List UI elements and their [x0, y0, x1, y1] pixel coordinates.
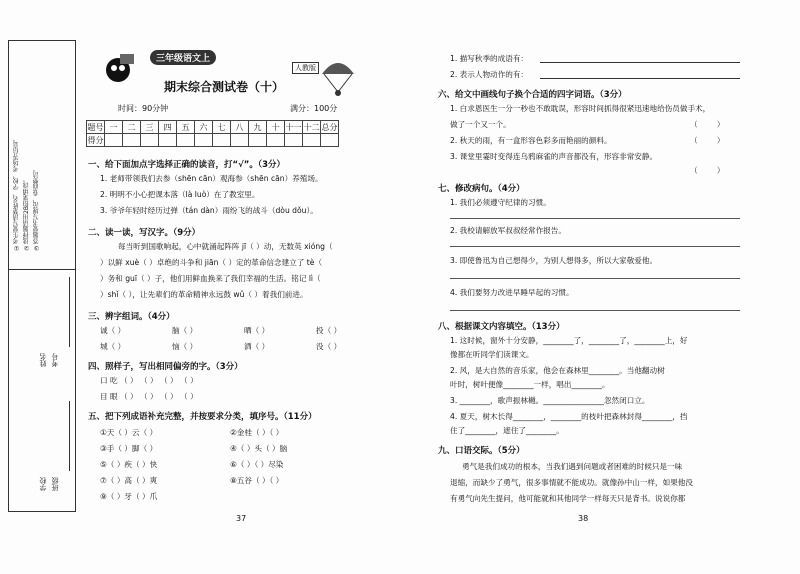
score-input[interactable] [141, 134, 159, 147]
r1-answer-line[interactable] [540, 62, 740, 63]
q5-item: ⑤（ ）疾（ ）快 [100, 460, 158, 469]
q8-item: 4. 夏天，树木长得________，________的枝叶把森林封得________，挡 [450, 412, 688, 421]
sidebar-note-3: ③答题要书写规范，卷面整洁。 [33, 166, 40, 251]
q4-row: 目 眼 （ ） （ ） （ ） （ ） [100, 392, 198, 401]
score-input[interactable] [321, 134, 339, 147]
q3-cell: 诚（ ） [100, 326, 126, 335]
q3-title: 三、辨字组词。（4分） [88, 312, 175, 322]
score-cell: 题号 [87, 122, 104, 132]
q3-cell: 投（ ） [316, 326, 342, 335]
q8-item: 住了________，遮住了________。 [450, 426, 564, 435]
score-cell: 五 [177, 121, 195, 134]
q8-item: 1. 这时候，窗外十分安静，________了，________了，________上，好 [450, 336, 688, 345]
school-field [41, 401, 70, 471]
parachute-icon [320, 58, 356, 102]
score-input[interactable] [105, 134, 123, 147]
q3-cell: 恼（ ） [172, 342, 198, 351]
q5-item: ⑦（ ）高（ ）爽 [100, 476, 158, 485]
sidebar-divider [9, 269, 75, 270]
exam-no-label: 考号 [51, 353, 59, 367]
score-input[interactable] [213, 134, 231, 147]
q6-item: 3. 课堂里霎时变得连乌鸦麻雀的声音都没有，形容非常安静。 [450, 152, 658, 161]
q5-item: ②金桂（ ）（ ） [230, 428, 284, 437]
q4-row: 口 吃 （ ） （ ） （ ） （ ） [100, 376, 198, 385]
score-value-row [87, 134, 339, 147]
score-cell: 十 [267, 121, 285, 134]
score-cell: 总分 [321, 122, 338, 132]
q7-answer-line[interactable] [450, 218, 740, 219]
q6-answer[interactable]: （ ） [690, 120, 725, 129]
page-title: 期末综合测试卷（十） [164, 80, 285, 94]
score-cell: 二 [123, 121, 141, 134]
school-label: 学校 [39, 477, 47, 491]
q9-title: 九、口语交际。（5分） [438, 446, 525, 456]
q7-item: 2. 我校请解放军叔叔经常作报告。 [450, 226, 566, 235]
q2-title: 二、读一读，写汉字。（9分） [88, 228, 201, 238]
q7-answer-line[interactable] [450, 278, 740, 279]
q6-answer[interactable]: （ ） [690, 136, 725, 145]
name-field [41, 277, 70, 347]
q5-item: ⑧五谷（ ）（ ） [230, 476, 284, 485]
q8-item: 2. 风，是大自然的音乐家，他会在森林里________。当他翻动树 [450, 366, 665, 375]
q6-title: 六、给文中画线句子换个合适的四字词语。（3分） [438, 90, 627, 100]
score-input[interactable] [123, 134, 141, 147]
score-cell: 十一 [285, 122, 302, 132]
page-number-left: 37 [236, 514, 247, 523]
score-input[interactable] [249, 134, 267, 147]
q3-cell: 洒（ ） [244, 342, 270, 351]
score-cell: 四 [159, 121, 177, 134]
q3-cell: 晒（ ） [244, 326, 270, 335]
r1-label: 1. 描写秋季的成语有： [450, 54, 529, 63]
score-cell: 九 [249, 121, 267, 134]
score-cell: 得分 [87, 135, 104, 145]
score-input[interactable] [177, 134, 195, 147]
sidebar-binding [8, 40, 76, 512]
q2-line: ）shǐ（ ），让先辈们的革命精神永远鼓 wǔ（ ）着我们前进。 [100, 290, 308, 299]
q5-item: ⑥（ ）（ ）尽染 [230, 460, 284, 469]
score-input[interactable] [195, 134, 213, 147]
score-header-row [87, 121, 339, 134]
score-cell: 一 [105, 121, 123, 134]
score-input[interactable] [231, 134, 249, 147]
page-number-right: 38 [578, 514, 589, 523]
q2-line: ）以鲜 xuè（ ）卓绝的斗争和 jiān（ ）定的革命信念建立了 tè（ [100, 258, 323, 267]
grade-badge: 三年级语文上 [150, 50, 216, 65]
q6-item: 2. 秋天的雨，有一盒形容色彩多而艳丽的颜料。 [450, 136, 612, 145]
q6-item: 1. 白求恩医生一分一秒也不敢耽误，形容时间抓得很紧迅速地给伤员做手术， [450, 104, 711, 113]
score-cell: 七 [213, 121, 231, 134]
q5-item: ③手（ ）脚（ ） [100, 444, 158, 453]
q5-item: ⑨（ ）牙（ ）爪 [100, 492, 158, 501]
q9-text: 退缩，而缺少了勇气，很多事情就不能成功。就像孙中山一样，如果他没 [450, 478, 693, 487]
score-input[interactable] [159, 134, 177, 147]
class-label: 班级 [51, 477, 59, 491]
edition-badge: 人教版 [292, 62, 319, 74]
mascot-icon [100, 50, 136, 90]
score-cell: 八 [231, 121, 249, 134]
score-cell: 十二 [303, 122, 320, 132]
q5-title: 五、把下列成语补充完整，并按要求分类，填序号。（11分） [88, 412, 317, 422]
q1-item: 1. 老师带领我们去参（shēn cān）观海参（shēn cān）养殖场。 [100, 174, 323, 183]
q7-answer-line[interactable] [450, 246, 740, 247]
q7-item: 4. 我们要努力改进早睡早起的习惯。 [450, 288, 574, 297]
q7-item: 1. 我们必须遵守纪律的习惯。 [450, 198, 551, 207]
q1-item: 2. 明明不小心把课本落（là luò）在了教室里。 [100, 190, 260, 199]
q9-text: 有勇气向先生提问，他可能就和其他同学一样每天只是背书。说说你都 [450, 494, 686, 503]
score-cell: 六 [195, 121, 213, 134]
q3-cell: 城（ ） [100, 342, 126, 351]
q5-item: ④（ ）头（ ）脑 [230, 444, 288, 453]
q7-title: 七、修改病句。（4分） [438, 184, 525, 194]
q5-item: ①天（ ）云（ ） [100, 428, 158, 437]
score-input[interactable] [303, 134, 321, 147]
q8-item: 叶时，树叶便像________一样，唱出________。 [450, 380, 610, 389]
q4-title: 四、照样子，写出相同偏旁的字。（3分） [88, 362, 243, 372]
q3-cell: 脑（ ） [172, 326, 198, 335]
r2-label: 2. 表示人物动作的有： [450, 70, 529, 79]
sidebar-note-2: ②选择题请用2B铅笔填涂。 [23, 176, 30, 251]
q7-answer-line[interactable] [450, 310, 740, 311]
q8-item: 像都在听同学们读课文。 [450, 350, 534, 359]
q8-title: 八、根据课文内容填空。（13分） [438, 322, 565, 332]
q6-item: 做了一个又一个。 [450, 120, 511, 129]
q2-line: ）务和 guī（ ）子，他们用鲜血换来了我们幸福的生活。铭记 lì（ [100, 274, 321, 283]
full-score: 满分：100分 [290, 104, 338, 113]
score-cell: 三 [141, 121, 159, 134]
score-input[interactable] [267, 134, 285, 147]
q9-text: 勇气是我们成功的根本，当我们遇到问题或者困难的时候只是一味 [462, 462, 683, 471]
q2-line: 每当听到国歌响起，心中就涌起阵阵 jī（ ）动，无数英 xióng（ [118, 242, 333, 251]
q3-cell: 没（ ） [316, 342, 342, 351]
q8-item: 3. ________，歌声振林樾。________________忽然闭口立。 [450, 396, 650, 405]
name-label: 姓名 [39, 353, 47, 367]
score-table [86, 120, 339, 147]
q1-item: 3. 爷爷年轻时经历过弹（tán dàn）雨纷飞的战斗（dòu dǒu）。 [100, 206, 318, 215]
q7-item: 3. 即使鲁迅为自己想得少，为别人想得多，所以大家敬爱他。 [450, 256, 658, 265]
q1-title: 一、给下面加点字选择正确的读音，打“√”。（3分） [88, 160, 286, 170]
score-input[interactable] [285, 134, 303, 147]
sidebar-note-1: ①考生要写清楚姓名、学校、考场等信息。 [13, 136, 20, 251]
q6-answer[interactable]: （ ） [690, 166, 725, 175]
r2-answer-line[interactable] [540, 78, 740, 79]
exam-time: 时间：90分钟 [118, 104, 169, 113]
